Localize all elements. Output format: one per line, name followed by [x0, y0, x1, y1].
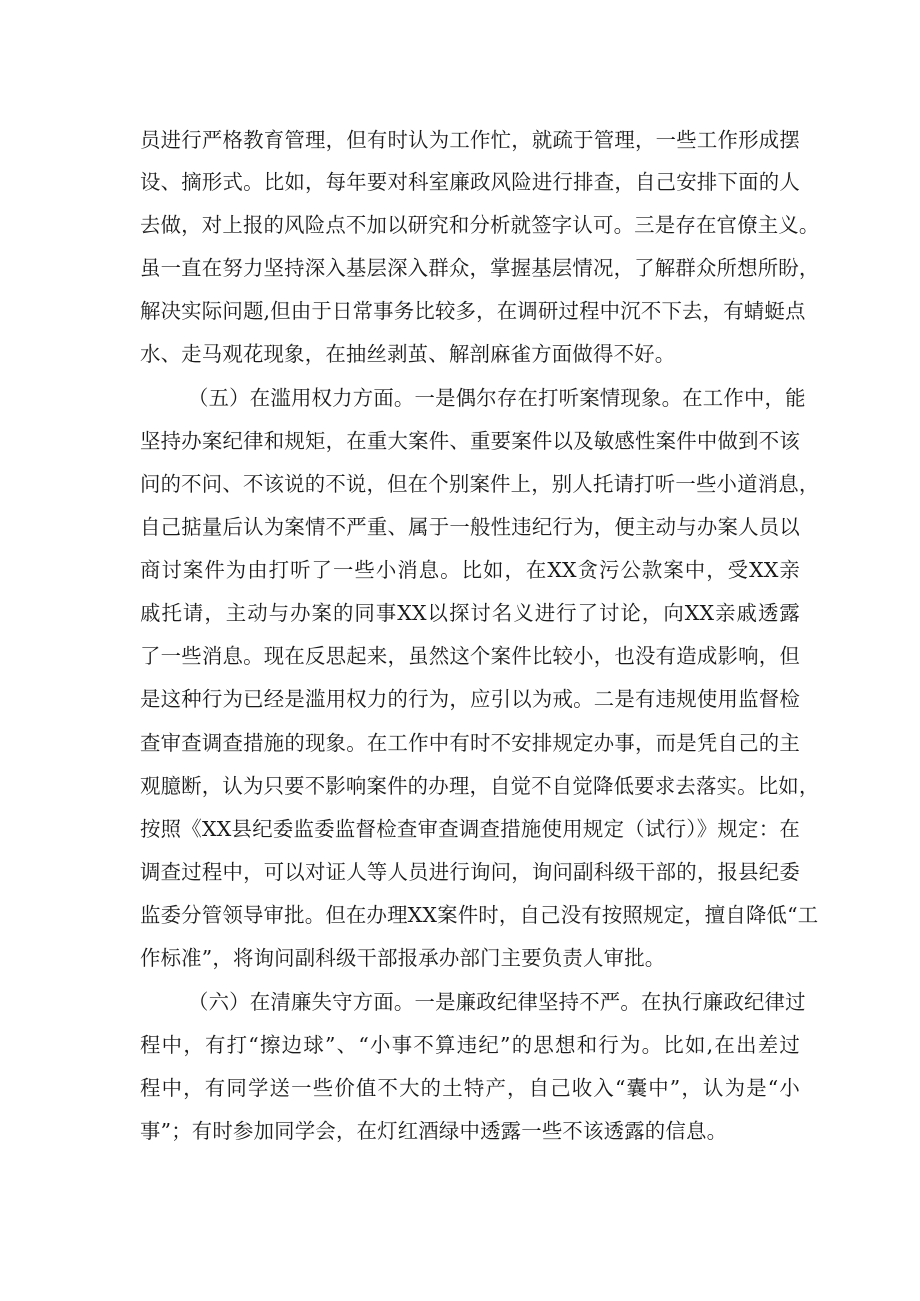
text-line: 监委分管领导审批。但在办理XX案件时，自己没有按照规定，擅自降低“工 [140, 903, 819, 927]
text-line: 了一些消息。现在反思起来，虽然这个案件比较小，也没有造成影响，但 [140, 644, 800, 668]
text-line: 戚托请，主动与办案的同事XX以探讨名义进行了讨论，向XX亲戚透露 [140, 601, 800, 625]
text-line: 商讨案件为由打听了一些小消息。比如，在XX贪污公款案中，受XX亲 [140, 558, 800, 582]
text-line: 程中，有同学送一些价值不大的土特产，自己收入“囊中”，认为是“小 [140, 1076, 800, 1100]
text-line: 事”；有时参加同学会，在灯红酒绿中透露一些不该透露的信息。 [140, 1119, 728, 1143]
text-line: （五）在滥用权力方面。一是偶尔存在打听案情现象。在工作中，能 [188, 386, 806, 410]
text-line: 坚持办案纪律和规矩，在重大案件、重要案件以及敏感性案件中做到不该 [140, 429, 800, 453]
text-line: 观臆断，认为只要不影响案件的办理，自觉不自觉降低要求去落实。比如， [140, 774, 820, 798]
text-line: 设、摘形式。比如，每年要对科室廉政风险进行排查，自己安排下面的人 [140, 170, 800, 194]
text-line: 自己掂量后认为案情不严重、属于一般性违纪行为，便主动与办案人员以 [140, 515, 800, 539]
text-line: 员进行严格教育管理，但有时认为工作忙，就疏于管理，一些工作形成摆 [140, 128, 800, 152]
text-line: 作标准”，将询问副科级干部报承办部门主要负责人审批。 [140, 946, 666, 970]
text-line: 查审查调查措施的现象。在工作中有时不安排规定办事，而是凭自己的主 [140, 731, 800, 755]
text-line: （六）在清廉失守方面。一是廉政纪律坚持不严。在执行廉政纪律过 [188, 990, 806, 1014]
text-line: 问的不问、不该说的不说，但在个别案件上，别人托请打听一些小道消息， [140, 472, 820, 496]
text-line: 程中，有打“擦边球”、“小事不算违纪”的思想和行为。比如,在出差过 [140, 1033, 800, 1057]
text-line: 去做，对上报的风险点不加以研究和分析就签字认可。三是存在官僚主义。 [140, 213, 820, 237]
text-line: 虽一直在努力坚持深入基层深入群众，掌握基层情况，了解群众所想所盼， [140, 256, 820, 280]
text-line: 水、走马观花现象，在抽丝剥茧、解剖麻雀方面做得不好。 [140, 342, 676, 366]
text-line: 解决实际问题,但由于日常事务比较多，在调研过程中沉不下去，有蜻蜓点 [140, 299, 806, 323]
text-line: 调查过程中，可以对证人等人员进行询问，询问副科级干部的，报县纪委 [140, 860, 800, 884]
text-line: 是这种行为已经是滥用权力的行为，应引以为戒。二是有违规使用监督检 [140, 687, 800, 711]
text-line: 按照《XX县纪委监委监督检查审查调查措施使用规定（试行）》规定：在 [140, 817, 800, 841]
